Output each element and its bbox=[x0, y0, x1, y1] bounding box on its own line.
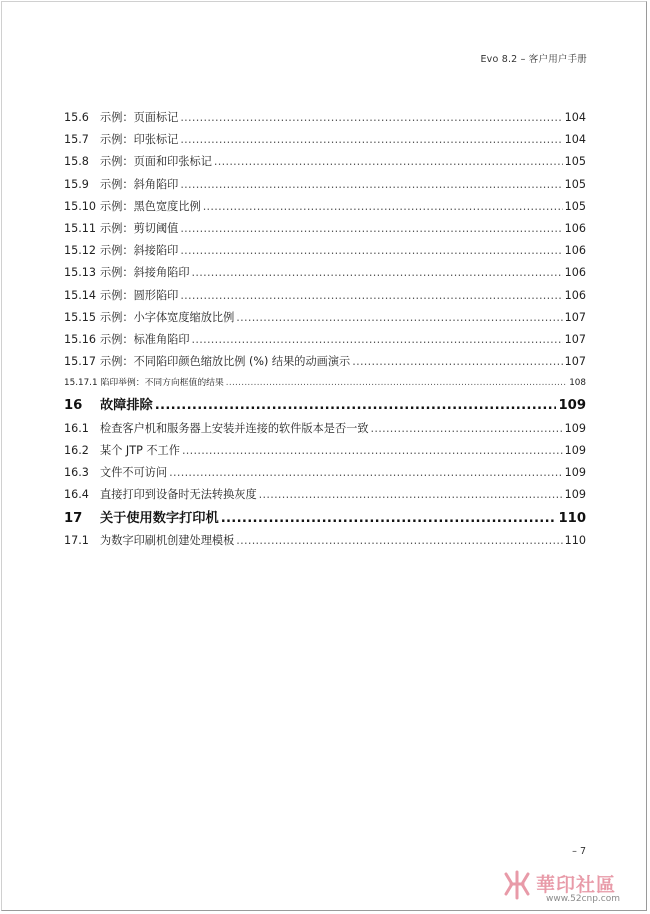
toc-dot-leader bbox=[155, 394, 557, 418]
toc-entry-title: 示例：斜接角陷印 bbox=[100, 266, 190, 280]
toc-entry-number: 16 bbox=[64, 398, 83, 414]
toc-entry-number: 15.17.1 bbox=[64, 378, 98, 389]
toc-entry-title: 示例：标准角陷印 bbox=[100, 332, 190, 346]
toc-dot-leader bbox=[180, 240, 562, 262]
toc-entry-title: 检查客户机和服务器上安装并连接的软件版本是否一致 bbox=[100, 421, 369, 435]
toc-dot-leader bbox=[180, 174, 562, 196]
toc-entry-number: 15.9 bbox=[64, 177, 89, 191]
toc-dot-leader bbox=[221, 507, 557, 531]
toc-dot-leader bbox=[214, 151, 563, 173]
toc-entry-page: 106 bbox=[564, 221, 586, 235]
toc-dot-leader bbox=[182, 440, 563, 462]
toc-entry-page: 110 bbox=[564, 534, 586, 547]
toc-entry-title: 示例：圆形陷印 bbox=[100, 288, 179, 302]
toc-entry-page: 105 bbox=[564, 155, 586, 169]
toc-entry[interactable] bbox=[64, 196, 586, 218]
toc-entry[interactable] bbox=[64, 418, 586, 440]
watermark-url: www.52cnp.com bbox=[546, 894, 621, 904]
toc-entry[interactable] bbox=[64, 307, 586, 329]
watermark-logo-icon bbox=[502, 868, 532, 902]
toc-entry-page: 104 bbox=[564, 133, 586, 147]
toc-dot-leader bbox=[169, 462, 563, 484]
toc-entry-page: 109 bbox=[558, 398, 586, 414]
toc-dot-leader bbox=[203, 196, 563, 218]
toc-entry-title: 某个 JTP 不工作 bbox=[100, 443, 180, 457]
toc-entry[interactable] bbox=[64, 174, 586, 196]
page-number: – 7 bbox=[572, 846, 586, 857]
toc-entry-page: 107 bbox=[564, 310, 586, 324]
toc-entry-page: 105 bbox=[564, 177, 586, 191]
toc-entry-page: 109 bbox=[564, 488, 586, 502]
toc-entry-title: 示例：印张标记 bbox=[100, 133, 179, 147]
toc-dot-leader bbox=[180, 129, 562, 151]
toc-entry[interactable] bbox=[64, 107, 586, 129]
toc-dot-leader bbox=[180, 218, 562, 240]
toc-dot-leader bbox=[259, 484, 563, 506]
toc-dot-leader bbox=[192, 262, 563, 284]
toc-entry[interactable] bbox=[64, 240, 586, 262]
toc-entry-page: 104 bbox=[564, 111, 586, 124]
toc-dot-leader bbox=[180, 285, 562, 307]
toc-entry-page: 109 bbox=[564, 466, 586, 480]
toc-entry-number: 17.1 bbox=[64, 534, 89, 547]
toc-entry[interactable] bbox=[64, 129, 586, 151]
toc-entry[interactable] bbox=[64, 440, 586, 462]
toc-entry-number: 15.6 bbox=[64, 111, 89, 124]
toc-entry-page: 105 bbox=[564, 199, 586, 213]
toc-entry-title: 陷印举例：不同方向框值的结果 bbox=[100, 378, 224, 389]
toc-entry[interactable] bbox=[64, 262, 586, 284]
toc-entry[interactable] bbox=[64, 285, 586, 307]
toc-entry-number: 15.11 bbox=[64, 221, 97, 235]
toc-dot-leader bbox=[226, 373, 567, 394]
toc-dot-leader bbox=[180, 107, 562, 129]
toc-chapter-entry[interactable] bbox=[64, 507, 586, 531]
toc-entry-title: 示例：黑色宽度比例 bbox=[100, 199, 201, 213]
toc-entry-number: 15.14 bbox=[64, 288, 97, 302]
toc-entry-title: 示例：斜角陷印 bbox=[100, 177, 179, 191]
toc-entry-number: 16.3 bbox=[64, 466, 89, 480]
toc-entry-page: 109 bbox=[564, 421, 586, 435]
toc-entry-page: 106 bbox=[564, 244, 586, 258]
toc-entry[interactable] bbox=[64, 462, 586, 484]
toc-entry[interactable] bbox=[64, 484, 586, 506]
toc-entry-title: 示例：斜接陷印 bbox=[100, 244, 179, 258]
toc-entry[interactable] bbox=[64, 151, 586, 173]
toc-entry-number: 15.7 bbox=[64, 133, 89, 147]
toc-entry-title: 示例：页面标记 bbox=[100, 111, 179, 124]
watermark-text: 華印社區 bbox=[536, 874, 617, 896]
toc-dot-leader bbox=[352, 351, 562, 373]
toc-dot-leader bbox=[236, 307, 562, 329]
toc-entry-page: 107 bbox=[564, 332, 586, 346]
table-of-contents bbox=[64, 107, 586, 552]
toc-entry-number: 15.13 bbox=[64, 266, 97, 280]
toc-entry-title: 示例：不同陷印颜色缩放比例 (%) 结果的动画演示 bbox=[100, 355, 351, 369]
toc-entry-number: 15.10 bbox=[64, 199, 97, 213]
toc-entry-page: 106 bbox=[564, 266, 586, 280]
toc-chapter-entry[interactable] bbox=[64, 394, 586, 418]
toc-entry-number: 17 bbox=[64, 510, 83, 526]
toc-entry-number: 16.4 bbox=[64, 488, 89, 502]
toc-dot-leader bbox=[371, 418, 563, 440]
toc-entry[interactable] bbox=[64, 351, 586, 373]
toc-dot-leader bbox=[236, 530, 562, 552]
toc-entry-page: 110 bbox=[558, 510, 586, 526]
toc-entry-title: 故障排除 bbox=[100, 398, 153, 414]
toc-dot-leader bbox=[192, 329, 563, 351]
toc-entry-number: 15.8 bbox=[64, 155, 89, 169]
toc-entry[interactable] bbox=[64, 530, 586, 552]
toc-entry-number: 16.1 bbox=[64, 421, 89, 435]
toc-entry-page: 106 bbox=[564, 288, 586, 302]
toc-entry-number: 16.2 bbox=[64, 443, 89, 457]
running-header: Evo 8.2 – 客户用户手册 bbox=[480, 54, 587, 65]
toc-entry-title: 直接打印到设备时无法转换灰度 bbox=[100, 488, 257, 502]
toc-entry-page: 107 bbox=[564, 355, 586, 369]
toc-entry-number: 15.12 bbox=[64, 244, 97, 258]
toc-entry-number: 15.17 bbox=[64, 355, 97, 369]
toc-entry-title: 关于使用数字打印机 bbox=[100, 510, 219, 526]
watermark bbox=[502, 868, 642, 908]
toc-entry-title: 示例：页面和印张标记 bbox=[100, 155, 212, 169]
toc-entry-page: 109 bbox=[564, 443, 586, 457]
toc-entry[interactable] bbox=[64, 373, 586, 394]
toc-entry-title: 示例：小字体宽度缩放比例 bbox=[100, 310, 235, 324]
toc-entry[interactable] bbox=[64, 218, 586, 240]
toc-entry[interactable] bbox=[64, 329, 586, 351]
toc-entry-number: 15.15 bbox=[64, 310, 97, 324]
toc-entry-title: 文件不可访问 bbox=[100, 466, 168, 480]
toc-entry-title: 为数字印刷机创建处理模板 bbox=[100, 534, 235, 547]
toc-entry-title: 示例：剪切阈值 bbox=[100, 221, 179, 235]
toc-entry-number: 15.16 bbox=[64, 332, 97, 346]
toc-entry-page: 108 bbox=[569, 378, 586, 389]
